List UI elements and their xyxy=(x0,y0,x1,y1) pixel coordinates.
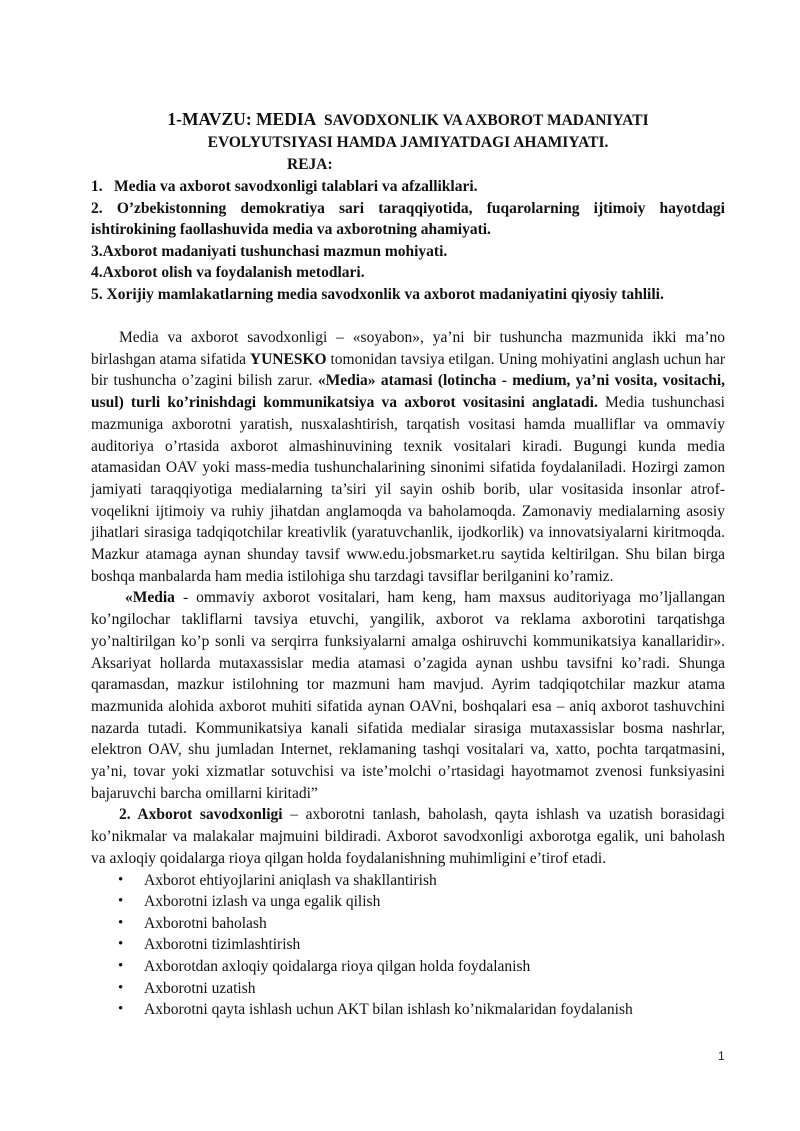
bullet-icon: • xyxy=(118,936,124,953)
plan-list xyxy=(91,176,725,305)
list-item: • Axborot ehtiyojlarini aniqlash va shakllantirish xyxy=(91,870,725,892)
list-item: • Axborotni izlash va unga egalik qilish xyxy=(91,891,725,913)
bullet-icon: • xyxy=(118,893,124,910)
document-title xyxy=(91,108,725,154)
paragraph-media-literacy: Media va axborot savodxonligi – «soyabon», ya’ni bir tushuncha mazmunida ikki ma’no birlashgan atama sifatida YUNESKO tomonidan tavsiya etilgan. Uning mohiyatini anglash uchun har bir tushuncha o’zagini bilish zarur. «Media» atamasi (lotincha - medium, ya’ni vosita, vositachi, usul) turli ko’rinishdagi kommunikatsiya va axborot vositasini anglatadi. Media tushunchasi mazmuniga axborotni yaratish, nusxalashtirish, tarqatish vositasi hamda mualliflar va ommaviy auditoriya o’rtasida axborot almashinuvining texnik vositalari kiradi. Bugungi kunda media atamasidan OAV yoki mass-media tushunchalarining sinonimi sifatida foydalaniladi. Hozirgi zamon jamiyati taraqqiyotiga medialarning ta’siri yil sayin oshib borib, ular vositasida insonlar atrof-voqelikni ijtimoiy va ruhiy jihatdan anglamoqda va baholamoqda. Zamonaviy medialarning asosiy jihatlari sirasiga tadqiqotchilar kreativlik (yaratuvchanlik, ijodkorlik) va innovatsiyalarni kiritmoqda. Mazkur atamaga aynan shunday tavsif www.edu.jobsmarket.ru saytida keltirilgan. Shu bilan birga boshqa manbalarda ham media istilohiga shu tarzdagi tavsiflar berilganini ko’ramiz. xyxy=(91,329,725,585)
list-item: • Axborotni baholash xyxy=(91,913,725,935)
list-item: • Axborotdan axloqiy qoidalarga rioya qilgan holda foydalanish xyxy=(91,956,725,978)
list-item: • Axborotni tizimlashtirish xyxy=(91,934,725,956)
plan-label: REJA: xyxy=(287,156,333,173)
bullet-icon: • xyxy=(118,979,124,996)
document-page xyxy=(91,108,725,1021)
list-item: • Axborotni qayta ishlash uchun AKT bilan ishlash ko’nikmalaridan foydalanish xyxy=(91,999,725,1021)
page-number: 1 xyxy=(718,1049,725,1063)
skills-bullet-list xyxy=(91,870,725,1021)
title-line2: EVOLYUTSIYASI HAMDA JAMIYATDAGI AHAMIYATI. xyxy=(207,134,609,151)
bullet-icon: • xyxy=(118,957,124,974)
title-topic-label: 1-MAVZU: MEDIA xyxy=(167,109,317,129)
plan-item: 1. Media va axborot savodxonligi talablari va afzalliklari. xyxy=(91,178,478,195)
title-line1-rest: SAVODXONLIK VA AXBOROT MADANIYATI xyxy=(324,112,649,129)
plan-item: 4.Axborot olish va foydalanish metodlari. xyxy=(91,264,365,281)
bullet-icon: • xyxy=(118,871,124,888)
bullet-icon: • xyxy=(118,914,124,931)
plan-item: 5. Xorijiy mamlakatlarning media savodxonlik va axborot madaniyatini qiyosiy tahlili. xyxy=(91,285,664,303)
paragraph-media-definition: «Media - ommaviy axborot vositalari, ham keng, ham maxsus auditoriyaga mo’ljallangan ko’ngilochar takliflarni tavsiya etuvchi, yangilik, axborot va reklama axborotini tarqatishga yo’naltirilgan ko’p sonli va serqirra funksiyalarni amalga oshiruvchi kommunikatsiya kanallaridir». Aksariyat hollarda mutaxassislar media atamasi o’zagida aynan ushbu tavsifni ko’radi. Shunga qaramasdan, mazkur istilohning tor mazmuni ham mavjud. Ayrim tadqiqotchilar mazkur atama mazmunida alohida axborot muhiti sifatida aynan OAVni, boshqalari esa – aniq axborot tashuvchini nazarda tutadi. Kommunikatsiya kanali sifatida medialar sirasiga mutaxassislar bosma nashrlar, elektron OAV, shu jumladan Internet, reklamaning tashqi vositalari va, xatto, pochta tarqatmasini, ya’ni, tovar yoki xizmatlar sotuvchisi va iste’molchi o’rtasidagi hayotmamot zvenosi funksiyasini bajaruvchi barcha omillarni kiritadi” xyxy=(91,589,725,802)
plan-item: 2. O’zbekistonning demokratiya sari taraqqiyotida, fuqarolarning ijtimoiy hayotdagi ishtirokining faollashuvida media va axborotning ahamiyati. xyxy=(91,199,725,238)
bullet-icon: • xyxy=(118,1001,124,1018)
list-item: • Axborotni uzatish xyxy=(91,978,725,1000)
plan-item: 3.Axborot madaniyati tushunchasi mazmun mohiyati. xyxy=(91,242,448,260)
paragraph-information-literacy: 2. Axborot savodxonligi – axborotni tanlash, baholash, qayta ishlash va uzatish borasidagi ko’nikmalar va malakalar majmuini bildiradi. Axborot savodxonligi axborotga egalik, uni baholash va axloqiy qoidalarga rioya qilgan holda foydalanishning muhimligini e’tirof etadi. xyxy=(91,806,725,867)
